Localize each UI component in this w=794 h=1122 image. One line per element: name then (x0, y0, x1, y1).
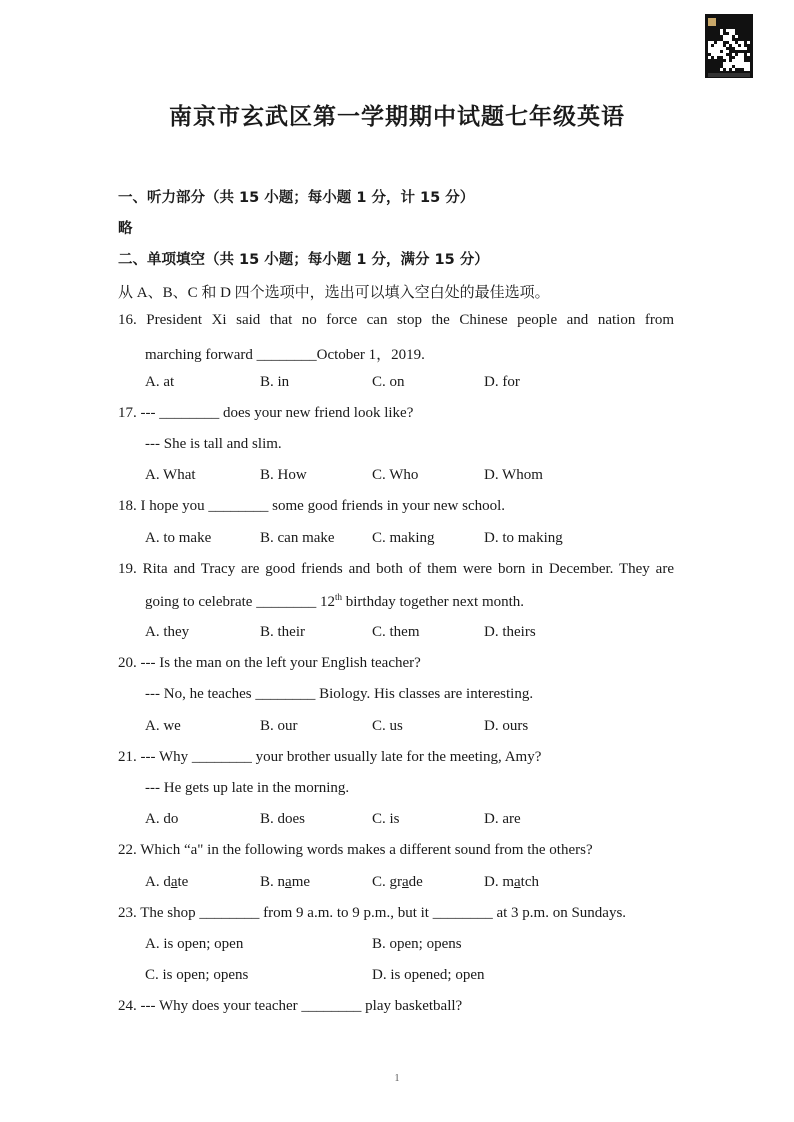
q19-option-c: C. them (372, 624, 420, 640)
q21-stem: 21. --- Why ________ your brother usually late for the meeting, Amy? (118, 749, 542, 765)
q22-b-pre: B. n (260, 874, 286, 890)
q18-option-a: A. to make (145, 530, 212, 546)
q22-c-pre: C. gr (372, 874, 402, 890)
logo-icon (708, 18, 716, 26)
q22-d-underlined: a (514, 874, 521, 890)
q17-stem: 17. --- ________ does your new friend look like? (118, 405, 414, 421)
page-number: 1 (394, 1073, 400, 1084)
q20-option-c: C. us (372, 718, 403, 734)
q16-option-b: B. in (260, 374, 290, 390)
q19-option-b: B. their (260, 624, 305, 640)
q20-option-b: B. our (260, 718, 298, 734)
q21-option-b: B. does (260, 811, 305, 827)
q19-text-a: going to celebrate ________ 12 (145, 594, 335, 610)
q18-option-c: C. making (372, 530, 435, 546)
section1-heading: 一、听力部分（共 15 小题；每小题 1 分，计 15 分） (118, 190, 475, 206)
qr-code (705, 14, 753, 78)
q16-option-d: D. for (484, 374, 520, 390)
q19-stem: 19. Rita and Tracy are good friends and both of them were born in December. They are (118, 561, 674, 577)
q19-stem-cont (145, 592, 524, 611)
q23-option-c: C. is open; opens (145, 967, 249, 983)
q18-stem: 18. I hope you ________ some good friends in your new school. (118, 498, 506, 514)
q22-option-a (145, 874, 188, 891)
q19-superscript: th (334, 592, 342, 602)
q22-d-pre: D. m (484, 874, 514, 890)
q22-b-underlined: a (285, 874, 292, 890)
q20-stem: 20. --- Is the man on the left your English teacher? (118, 655, 421, 671)
q21-option-d: D. are (484, 811, 521, 827)
q22-b-post: me (291, 874, 311, 890)
q20-option-a: A. we (145, 718, 181, 734)
section1-note: 略 (118, 221, 133, 237)
q21-option-c: C. is (372, 811, 400, 827)
q23-option-b: B. open; opens (372, 936, 462, 952)
page-title: 南京市玄武区第一学期期中试题七年级英语 (169, 103, 625, 130)
q17-option-d: D. Whom (484, 467, 543, 483)
q22-stem: 22. Which “a" in the following words makes a different sound from the others? (118, 842, 593, 858)
q19-option-d: D. theirs (484, 624, 536, 640)
q17-option-b: B. How (260, 467, 307, 483)
section2-instruction: 从 A、B、C 和 D 四个选项中，选出可以填入空白处的最佳选项。 (118, 285, 550, 301)
q21-option-a: A. do (145, 811, 179, 827)
q19-option-a: A. they (145, 624, 190, 640)
q22-a-pre: A. d (145, 874, 171, 890)
q18-option-b: B. can make (260, 530, 335, 546)
q24-stem: 24. --- Why does your teacher ________ play basketball? (118, 998, 463, 1014)
q20-option-d: D. ours (484, 718, 529, 734)
q22-c-underlined: a (402, 874, 409, 890)
q19-text-b: birthday together next month. (341, 594, 525, 610)
section2-heading: 二、单项填空（共 15 小题；每小题 1 分，满分 15 分） (118, 252, 489, 268)
q22-option-d (484, 874, 539, 891)
q23-option-a: A. is open; open (145, 936, 244, 952)
q16-option-a: A. at (145, 374, 175, 390)
q22-option-c (372, 874, 423, 891)
q22-d-post: tch (520, 874, 539, 890)
q17-stem-cont: --- She is tall and slim. (145, 436, 282, 452)
q22-a-underlined: a (170, 874, 178, 890)
q16-stem: 16. President Xi said that no force can stop the Chinese people and nation from (118, 312, 674, 328)
q21-stem-cont: --- He gets up late in the morning. (145, 780, 350, 796)
q16-stem-cont: marching forward ________October 1，2019. (145, 347, 425, 363)
q18-option-d: D. to making (484, 530, 563, 546)
q17-option-a: A. What (145, 467, 196, 483)
q22-option-b (260, 874, 310, 891)
q16-option-c: C. on (372, 374, 405, 390)
q17-option-c: C. Who (372, 467, 419, 483)
q23-option-d: D. is opened; open (372, 967, 485, 983)
q22-c-post: de (408, 874, 423, 890)
q22-a-post: te (177, 874, 189, 890)
q20-stem-cont: --- No, he teaches ________ Biology. His classes are interesting. (145, 686, 534, 702)
q23-stem: 23. The shop ________ from 9 a.m. to 9 p.m., but it ________ at 3 p.m. on Sundays. (118, 905, 627, 921)
